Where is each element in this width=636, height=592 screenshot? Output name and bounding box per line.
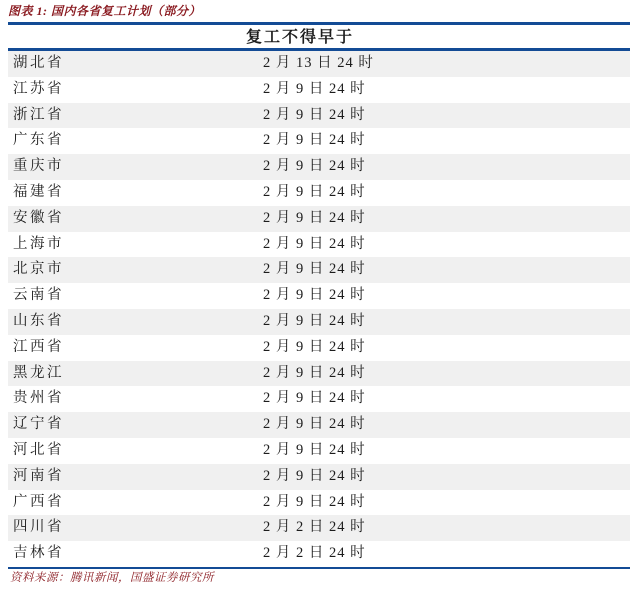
deadline-cell: 2 月 9 日 24 时	[263, 132, 366, 149]
region-cell: 北京市	[13, 261, 64, 278]
region-cell: 贵州省	[13, 390, 64, 407]
divider-bottom	[8, 567, 630, 569]
table-row	[8, 232, 630, 258]
deadline-cell: 2 月 9 日 24 时	[263, 158, 366, 175]
region-cell: 江苏省	[13, 80, 64, 97]
table-row	[8, 386, 630, 412]
deadline-cell: 2 月 9 日 24 时	[263, 493, 366, 510]
source-note: 资料来源：腾讯新闻，国盛证券研究所	[10, 572, 214, 585]
region-cell: 上海市	[13, 235, 64, 252]
deadline-cell: 2 月 9 日 24 时	[263, 467, 366, 484]
table-row	[8, 361, 630, 387]
deadline-cell: 2 月 9 日 24 时	[263, 416, 366, 433]
table-row	[8, 77, 630, 103]
deadline-cell: 2 月 9 日 24 时	[263, 390, 366, 407]
region-cell: 江西省	[13, 338, 64, 355]
resumption-table	[8, 22, 630, 570]
table-body	[8, 51, 630, 567]
region-cell: 山东省	[13, 312, 64, 329]
deadline-cell: 2 月 9 日 24 时	[263, 261, 366, 278]
deadline-cell: 2 月 9 日 24 时	[263, 80, 366, 97]
deadline-cell: 2 月 9 日 24 时	[263, 287, 366, 304]
region-cell: 吉林省	[13, 545, 64, 562]
table-row	[8, 412, 630, 438]
deadline-cell: 2 月 9 日 24 时	[263, 235, 366, 252]
table-row	[8, 103, 630, 129]
table-row	[8, 257, 630, 283]
table-row	[8, 309, 630, 335]
region-cell: 安徽省	[13, 209, 64, 226]
region-cell: 福建省	[13, 183, 64, 200]
figure-title: 图表 1: 国内各省复工计划（部分）	[8, 4, 201, 18]
deadline-cell: 2 月 9 日 24 时	[263, 441, 366, 458]
region-cell: 重庆市	[13, 158, 64, 175]
table-row	[8, 206, 630, 232]
deadline-cell: 2 月 9 日 24 时	[263, 338, 366, 355]
table-row	[8, 541, 630, 567]
deadline-cell: 2 月 2 日 24 时	[263, 545, 366, 562]
deadline-cell: 2 月 13 日 24 时	[263, 55, 374, 71]
table-row	[8, 438, 630, 464]
region-cell: 湖北省	[13, 55, 64, 71]
table-row	[8, 128, 630, 154]
deadline-cell: 2 月 9 日 24 时	[263, 209, 366, 226]
report-figure	[0, 4, 636, 592]
table-row	[8, 283, 630, 309]
region-cell: 河南省	[13, 467, 64, 484]
table-row	[8, 51, 630, 77]
deadline-cell: 2 月 2 日 24 时	[263, 519, 366, 536]
region-cell: 黑龙江	[13, 364, 64, 381]
deadline-cell: 2 月 9 日 24 时	[263, 183, 366, 200]
table-row	[8, 154, 630, 180]
deadline-cell: 2 月 9 日 24 时	[263, 364, 366, 381]
deadline-cell: 2 月 9 日 24 时	[263, 312, 366, 329]
deadline-cell: 2 月 9 日 24 时	[263, 106, 366, 123]
region-cell: 广东省	[13, 132, 64, 149]
table-row	[8, 490, 630, 516]
region-cell: 云南省	[13, 287, 64, 304]
region-cell: 河北省	[13, 441, 64, 458]
table-row	[8, 464, 630, 490]
table-row	[8, 515, 630, 541]
table-header-deadline: 复工不得早于	[8, 25, 630, 48]
region-cell: 辽宁省	[13, 416, 64, 433]
region-cell: 广西省	[13, 493, 64, 510]
region-cell: 四川省	[13, 519, 64, 536]
region-cell: 浙江省	[13, 106, 64, 123]
table-row	[8, 180, 630, 206]
table-row	[8, 335, 630, 361]
